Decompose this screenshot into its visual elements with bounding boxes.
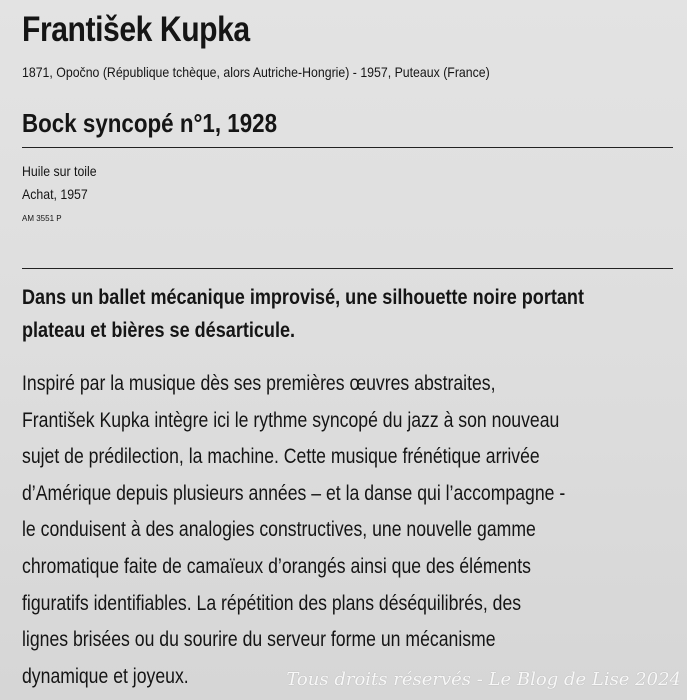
watermark: Tous droits réservés - Le Blog de Lise 2024 <box>286 669 681 690</box>
description-divider <box>22 268 673 269</box>
body-line: František Kupka intègre ici le rythme syncopé du jazz à son nouveau <box>22 408 560 432</box>
body-line: figuratifs identifiables. La répétition des plans déséquilibrés, des <box>22 591 522 615</box>
title-divider <box>22 147 673 148</box>
artwork-acquisition: Achat, 1957 <box>22 186 88 202</box>
artwork-medium: Huile sur toile <box>22 163 97 179</box>
artist-name: František Kupka <box>22 10 250 49</box>
body-line: Inspiré par la musique dès ses premières œuvres abstraites, <box>22 372 496 395</box>
lead-line: Dans un ballet mécanique improvisé, une silhouette noire portant <box>22 286 584 309</box>
body-line: chromatique faite de camaïeux d’orangés ainsi que des éléments <box>22 554 531 578</box>
body-line: dynamique et joyeux. <box>22 664 189 688</box>
inventory-number: AM 3551 P <box>22 214 62 223</box>
artwork-title: Bock syncopé n°1, 1928 <box>22 108 278 138</box>
artist-dates: 1871, Opočno (République tchèque, alors Autriche-Hongrie) - 1957, Puteaux (France) <box>22 64 490 80</box>
lead-paragraph <box>22 281 676 347</box>
body-paragraph <box>22 366 677 695</box>
body-line: le conduisent à des analogies constructives, une nouvelle gamme <box>22 518 536 542</box>
body-line: sujet de prédilection, la machine. Cette musique frénétique arrivée <box>22 445 540 469</box>
lead-line: plateau et bières se désarticule. <box>22 319 296 342</box>
body-line: lignes brisées ou du sourire du serveur forme un mécanisme <box>22 628 496 652</box>
body-line: d’Amérique depuis plusieurs années – et la danse qui l’accompagne - <box>22 481 566 505</box>
